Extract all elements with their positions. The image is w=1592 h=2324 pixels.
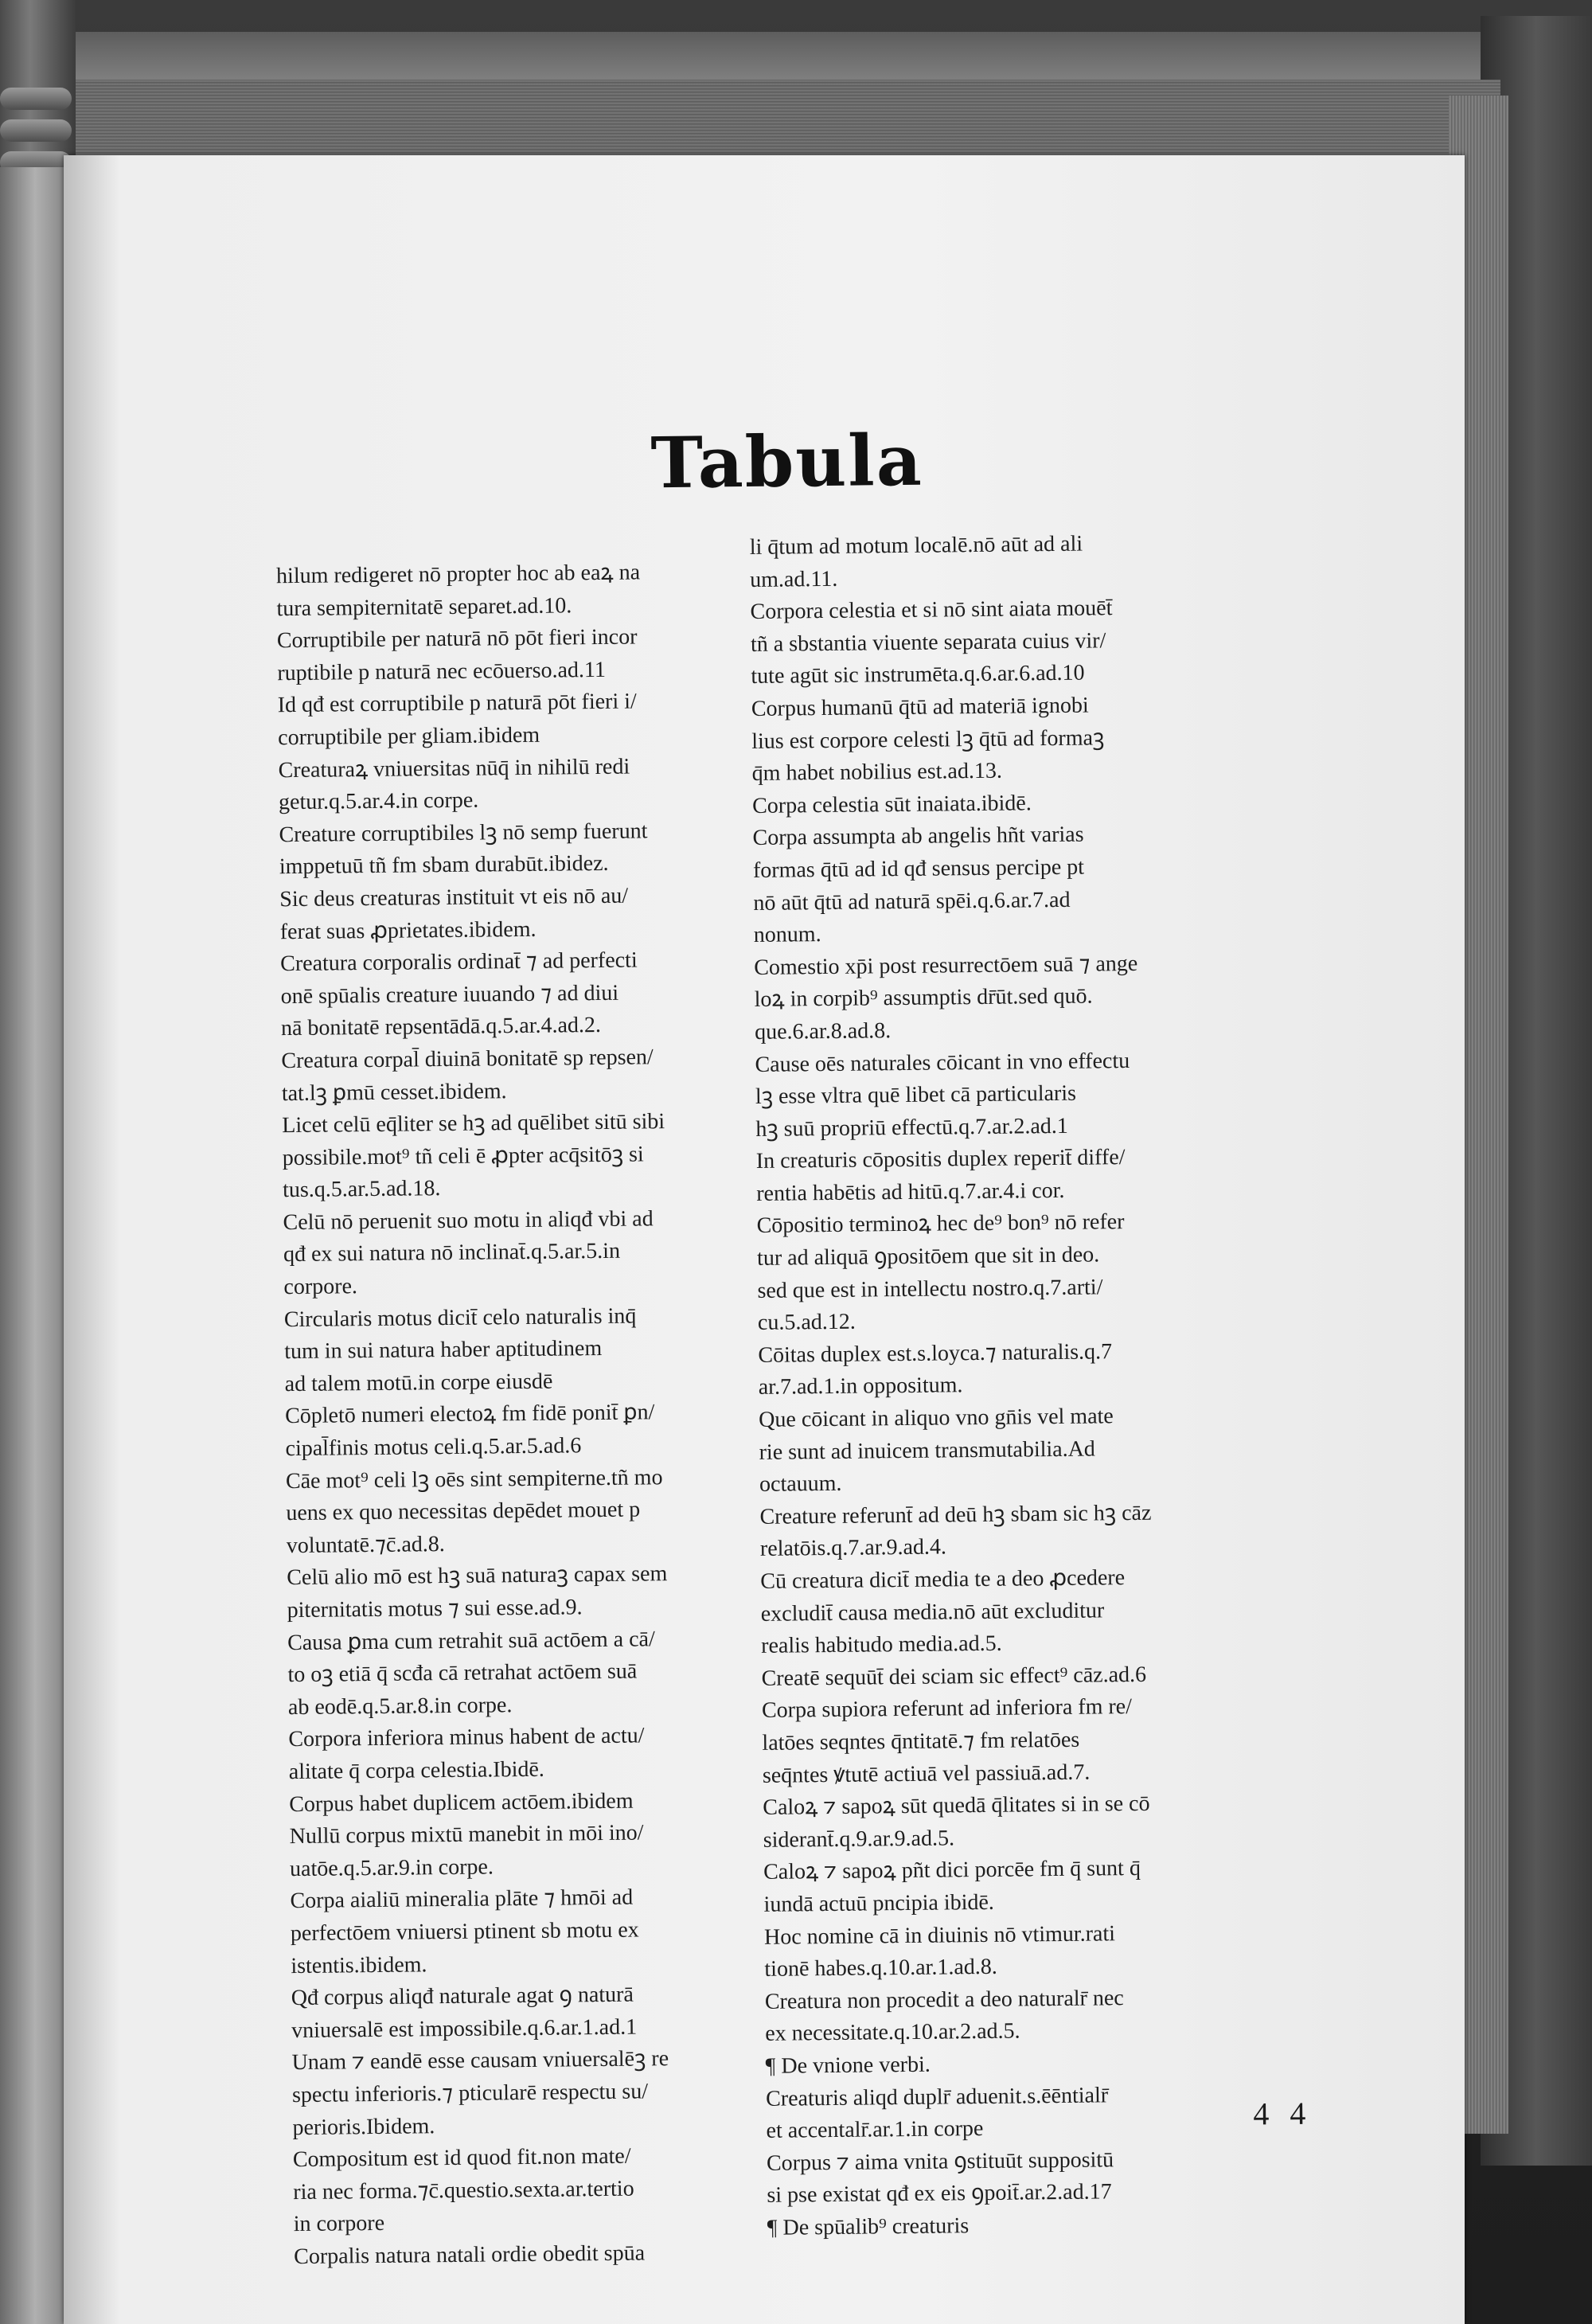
text-line: to oꝫ etiā q̄ scđa cā retrahat actōem suā: [287, 1658, 638, 1688]
text-line: vniuersalē est impossibile.q.6.ar.1.ad.1: [291, 2014, 638, 2043]
text-line: In creaturis cōpositis duplex reperit̄ diffe/: [755, 1145, 1126, 1174]
text-line: nō aūt q̄tū ad naturā spēi.q.6.ar.7.ad: [753, 887, 1071, 916]
text-line: imppetuū tñ fm sbam durabūt.ibidez.: [279, 851, 609, 880]
text-line: latōes seqntes q̄ntitatē.⁊ fm relatōes: [762, 1727, 1080, 1756]
text-line: tus.q.5.ar.5.ad.18.: [282, 1176, 441, 1203]
text-line: cu.5.ad.12.: [757, 1309, 856, 1336]
text-line: ¶ De spūalib⁹ creaturis: [767, 2213, 970, 2240]
text-line: realis habitudo media.ad.5.: [761, 1631, 1002, 1659]
text-line: uatōe.q.5.ar.9.in corpe.: [289, 1854, 494, 1881]
text-line: Compositum est id quod fit.non mate/: [292, 2143, 631, 2173]
text-line: um.ad.11.: [749, 566, 838, 592]
text-line: Celū alio mō est hꝫ suā naturaꝫ capax sem: [287, 1561, 668, 1591]
text-line: Unam ⁊ eandē esse causam vniuersalēꝫ re: [291, 2046, 669, 2076]
text-line: Cāe mot⁹ celi lꝫ oēs sint sempiterne.tñ mo: [285, 1464, 663, 1494]
text-line: corruptibile per gliam.ibidem: [278, 722, 540, 751]
text-line: Circularis motus dicit̄ celo naturalis inq̄: [283, 1303, 637, 1332]
text-line: ad talem motū.in corpe eiusdē: [284, 1369, 553, 1397]
text-line: nonum.: [753, 922, 821, 948]
text-line: ex necessitate.q.10.ar.2.ad.5.: [765, 2018, 1020, 2047]
text-line: alitate q̄ corpa celestia.Ibidē.: [288, 1756, 545, 1785]
text-line: Corpora celestia et si nō sint aiata mouēt̄: [750, 596, 1113, 625]
text-line: q̄m habet nobilius est.ad.13.: [751, 758, 1003, 787]
text-block: [215, 255, 1411, 2269]
text-line: qđ ex sui natura nō inclinat̄.q.5.ar.5.in: [283, 1239, 621, 1267]
text-line: tura sempiternitatē separet.ad.10.: [276, 592, 572, 621]
page-number: 4 4: [1253, 2095, 1313, 2132]
text-line: relatōis.q.7.ar.9.ad.4.: [759, 1534, 947, 1562]
text-line: ruptibile p naturā nec ecōuerso.ad.11: [277, 657, 607, 685]
text-line: possibile.mot⁹ tñ celi ē ꝓpter acq̄sitōꝫ si: [282, 1142, 644, 1170]
text-line: in corpore: [293, 2211, 385, 2237]
text-line: Corruptibile per naturā nō pōt fieri incor: [276, 624, 638, 654]
text-line: onē spūalis creature iuuando ⁊ ad diui: [280, 980, 619, 1009]
text-line: Id qđ est corruptibile p naturā pōt fieri i/: [277, 689, 637, 718]
text-line: Creature referunt̄ ad deū hꝫ sbam sic hꝫ cāz: [759, 1500, 1152, 1529]
text-line: nā bonitatē repsentādā.q.5.ar.4.ad.2.: [280, 1013, 602, 1041]
text-line: Comestio xp̄i post resurrectōem suā ⁊ ange: [754, 951, 1138, 980]
text-line: Corpora inferiora minus habent de actu/: [288, 1723, 645, 1752]
text-line: Corpus humanū q̄tū ad materiā ignobi: [751, 693, 1089, 721]
text-line: Corpa aialiū mineralia plāte ⁊ hmōi ad: [290, 1885, 634, 1914]
text-line: Creaturis aliqd duplr̄ aduenit.s.ēēntialr̄: [765, 2082, 1109, 2111]
text-line: excludit̄ causa media.nō aūt excluditur: [760, 1597, 1105, 1627]
text-line: ¶ De vnione verbi.: [765, 2052, 931, 2079]
text-line: perfectōem vniuersi ptinent sb motu ex: [290, 1917, 639, 1947]
text-line: getur.q.5.ar.4.in corpe.: [278, 787, 479, 815]
text-line: sed que est in intellectu nostro.q.7.arti/: [757, 1275, 1103, 1303]
text-line: loꝝ in corpib⁹ assumptis dr̄ūt.sed quō.: [754, 983, 1093, 1013]
text-line: Caloꝝ ⁊ sapoꝝ sūt quedā q̄litates si in se cō: [763, 1791, 1150, 1821]
text-line: Cause oēs naturales cōicant in vno effectu: [755, 1048, 1130, 1077]
text-line: uens ex quo necessitas depēdet mouet p: [286, 1497, 641, 1526]
text-line: tionē habes.q.10.ar.1.ad.8.: [764, 1954, 997, 1982]
text-line: Corpa assumpta ab angelis hñt varias: [752, 822, 1084, 851]
text-line: Creaturaꝝ vniuersitas nūq̄ in nihilū redi: [278, 754, 630, 783]
text-line: tur ad aliquā ꝯpositōem que sit in deo.: [756, 1242, 1100, 1271]
text-line: Caloꝝ ⁊ sapoꝝ pñt dici porcēe fm q̄ sunt q̄: [763, 1856, 1141, 1885]
text-line: lꝫ esse vltra quē libet cā particularis: [755, 1080, 1077, 1110]
text-line: Cū creatura dicit̄ media te a deo ꝓcedere: [760, 1565, 1126, 1594]
text-line: tute agūt sic instrumēta.q.6.ar.6.ad.10: [751, 660, 1085, 689]
text-line: lius est corpore celesti lꝫ q̄tū ad formaꝫ: [751, 725, 1105, 754]
text-line: Cōitas duplex est.s.loyca.⁊ naturalis.q.7: [758, 1339, 1113, 1368]
text-line: cipal̄finis motus celi.q.5.ar.5.ad.6: [285, 1433, 582, 1462]
text-line: Que cōicant in aliquo vno gn̄is vel mate: [759, 1404, 1114, 1432]
text-line: formas q̄tū ad id qđ sensus percipe pt: [752, 854, 1085, 883]
text-line: Sic deus creaturas instituit vt eis nō au/: [279, 883, 629, 912]
text-line: que.6.ar.8.ad.8.: [754, 1018, 892, 1045]
text-line: hilum redigeret nō propter hoc ab eaꝝ na: [275, 560, 641, 589]
text-line: ab eodē.q.5.ar.8.in corpe.: [287, 1692, 513, 1720]
text-line: Causa ꝑma cum retrahit suā actōem a cā/: [287, 1626, 655, 1655]
text-line: tat.lꝫ ꝑmū cesset.ibidem.: [281, 1078, 507, 1106]
text-line: Corpa celestia sūt inaiata.ibidē.: [751, 791, 1032, 818]
right-column: [750, 527, 1213, 2244]
text-line: et accentalr̄.ar.1.in corpe: [766, 2116, 984, 2143]
text-line: perioris.Ibidem.: [292, 2113, 435, 2140]
binding-cord: [0, 119, 72, 142]
text-line: siderant̄.q.9.ar.9.ad.5.: [763, 1826, 955, 1853]
text-line: li q̄tum ad motum localē.nō aūt ad ali: [749, 531, 1083, 560]
text-line: Creatē sequūt̄ dei sciam sic effect⁹ cāz.ad.6: [761, 1662, 1147, 1691]
text-line: Cōpletō numeri electoꝝ fm fidē ponit̄ ꝑn/: [284, 1400, 655, 1429]
text-line: istentis.ibidem.: [291, 1951, 427, 1978]
text-line: ria nec forma.⁊c̄.questio.sexta.ar.tertio: [293, 2176, 634, 2205]
text-line: Creatura corpal̄ diuinā bonitatē sp repsen/: [281, 1045, 654, 1074]
text-line: tñ a sbstantia viuente separata cuius vir/: [750, 628, 1106, 657]
text-line: Celū nō peruenit suo motu in aliqđ vbi ad: [283, 1206, 654, 1236]
text-line: Creatura corporalis ordinat̄ ⁊ ad perfecti: [280, 947, 638, 977]
left-column: [276, 557, 720, 2274]
text-line: Hoc nomine cā in diuinis nō vtimur.rati: [763, 1920, 1116, 1950]
text-line: ar.7.ad.1.in oppositum.: [758, 1373, 963, 1400]
text-line: rentia habētis ad hitū.q.7.ar.4.i cor.: [756, 1178, 1065, 1206]
text-line: iundā actuū pncipia ibidē.: [763, 1889, 994, 1917]
text-line: piternitatis motus ⁊ sui esse.ad.9.: [287, 1595, 583, 1623]
text-line: Corpus habet duplicem actōem.ibidem: [289, 1788, 634, 1817]
text-line: tum in sui natura haber aptitudinem: [284, 1336, 603, 1365]
text-line: si pse existat qđ ex eis ꝯpoit̄.ar.2.ad.17: [767, 2179, 1112, 2209]
text-line: rie sunt ad inuicem transmutabilia.Ad: [759, 1436, 1096, 1465]
text-line: Corpalis natura natali ordie obedit spūa: [294, 2240, 646, 2269]
text-line: Qđ corpus aliqđ naturale agat ꝯ naturā: [291, 1982, 634, 2011]
text-line: hꝫ suū propriū effectū.q.7.ar.2.ad.1: [755, 1113, 1069, 1142]
facing-page-edge: [0, 167, 64, 2324]
text-line: voluntatē.⁊c̄.ad.8.: [286, 1531, 445, 1558]
text-line: Licet celū eq̄liter se hꝫ ad quēlibet sitū sibi: [282, 1109, 665, 1139]
text-line: Cōpositio terminoꝝ hec de⁹ bon⁹ nō refer: [756, 1209, 1125, 1239]
book-page: [64, 155, 1465, 2324]
text-line: Creature corruptibiles lꝫ nō semp fuerunt: [279, 818, 648, 847]
binding-cord: [0, 88, 72, 110]
page-title: Tabula: [650, 418, 924, 505]
text-line: Creatura non procedit a deo naturalr̄ nec: [764, 1985, 1124, 2014]
text-line: spectu inferioris.⁊ pticularē respectu su/: [291, 2079, 649, 2108]
text-line: Corpa supiora referunt ad inferiora fm re/: [761, 1694, 1133, 1724]
text-line: seq̄ntes ꝟtutē actiuā vel passiuā.ad.7.: [762, 1760, 1091, 1788]
text-line: corpore.: [283, 1274, 358, 1300]
text-line: ferat suas ꝓprietates.ibidem.: [279, 916, 537, 944]
text-line: octauum.: [759, 1471, 842, 1498]
text-line: Nullū corpus mixtū manebit in mōi ino/: [289, 1820, 644, 1849]
text-line: Corpus ⁊ aima vnita ꝯstituūt suppositū: [766, 2146, 1114, 2176]
